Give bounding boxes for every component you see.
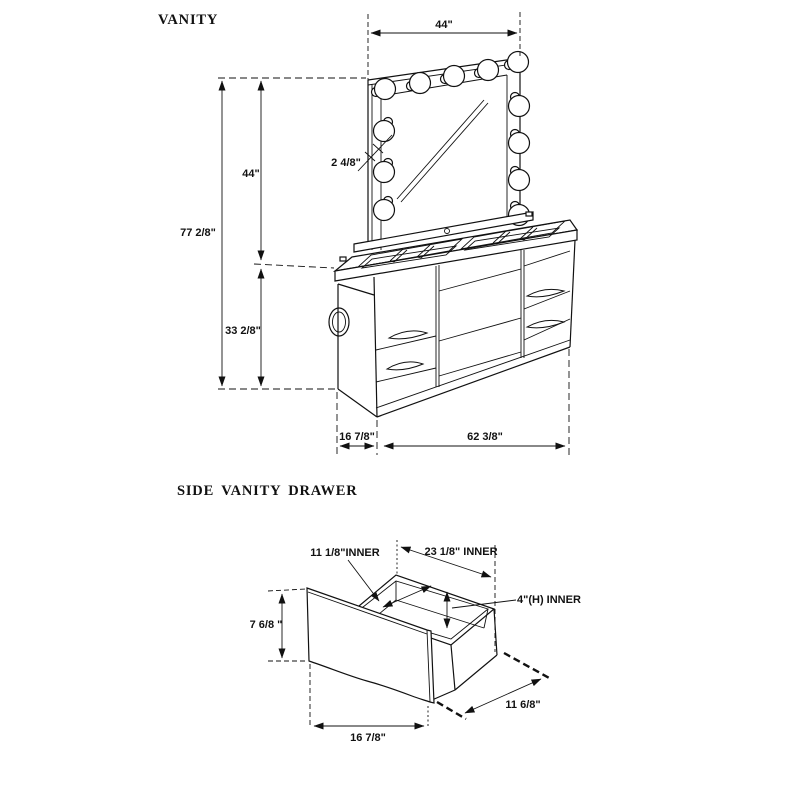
side-drawer-figure: [177, 483, 581, 744]
mount-screw: [340, 257, 346, 261]
dim-label-base-width: 62 3/8": [467, 431, 503, 443]
light-bulb: [508, 52, 529, 73]
dim-label-front-height: 7 6/8 ": [249, 619, 283, 631]
vanity-figure: [158, 12, 577, 455]
drawer-pull: [387, 362, 423, 370]
mount-screw: [526, 212, 532, 216]
dim-label-front-width: 16 7/8": [350, 732, 386, 744]
drawer-front-panel: [307, 588, 434, 703]
dim-label-inner-depth: 11 1/8"INNER: [310, 547, 380, 559]
light-bulb: [509, 133, 530, 154]
drawer-pull: [389, 331, 427, 339]
light-bulb: [374, 121, 395, 142]
light-bulb: [374, 200, 395, 221]
drawer-title: SIDE VANITY DRAWER: [177, 483, 358, 499]
vanity-title: VANITY: [158, 12, 219, 28]
light-bulb: [444, 66, 465, 87]
dim-bottom: [337, 349, 569, 455]
dresser-side-panel: [329, 277, 377, 417]
dim-label-base-height: 33 2/8": [225, 325, 261, 337]
light-bulb: [509, 96, 530, 117]
light-bulb: [410, 73, 431, 94]
light-bulb: [374, 162, 395, 183]
mirror-reflection-lines: [397, 100, 488, 202]
dim-label-inner-height: 4"(H) INNER: [517, 594, 581, 606]
dim-label-base-depth: 16 7/8": [339, 431, 375, 443]
light-bulb: [478, 60, 499, 81]
dim-label-mirror-height: 44": [242, 168, 260, 180]
side-grommet-inner: [333, 312, 346, 332]
dim-label-mirror-width: 44": [435, 19, 453, 31]
light-bulb: [509, 170, 530, 191]
dim-label-overall-height: 77 2/8": [180, 227, 216, 239]
drawer-pull: [527, 320, 564, 327]
dim-label-side-depth: 11 6/8": [505, 699, 541, 711]
dim-label-frame-thickness: 2 4/8": [331, 157, 361, 169]
dim-front-height: [250, 589, 307, 661]
light-bulb: [375, 79, 396, 100]
dim-label-inner-width: 23 1/8" INNER: [424, 546, 498, 558]
